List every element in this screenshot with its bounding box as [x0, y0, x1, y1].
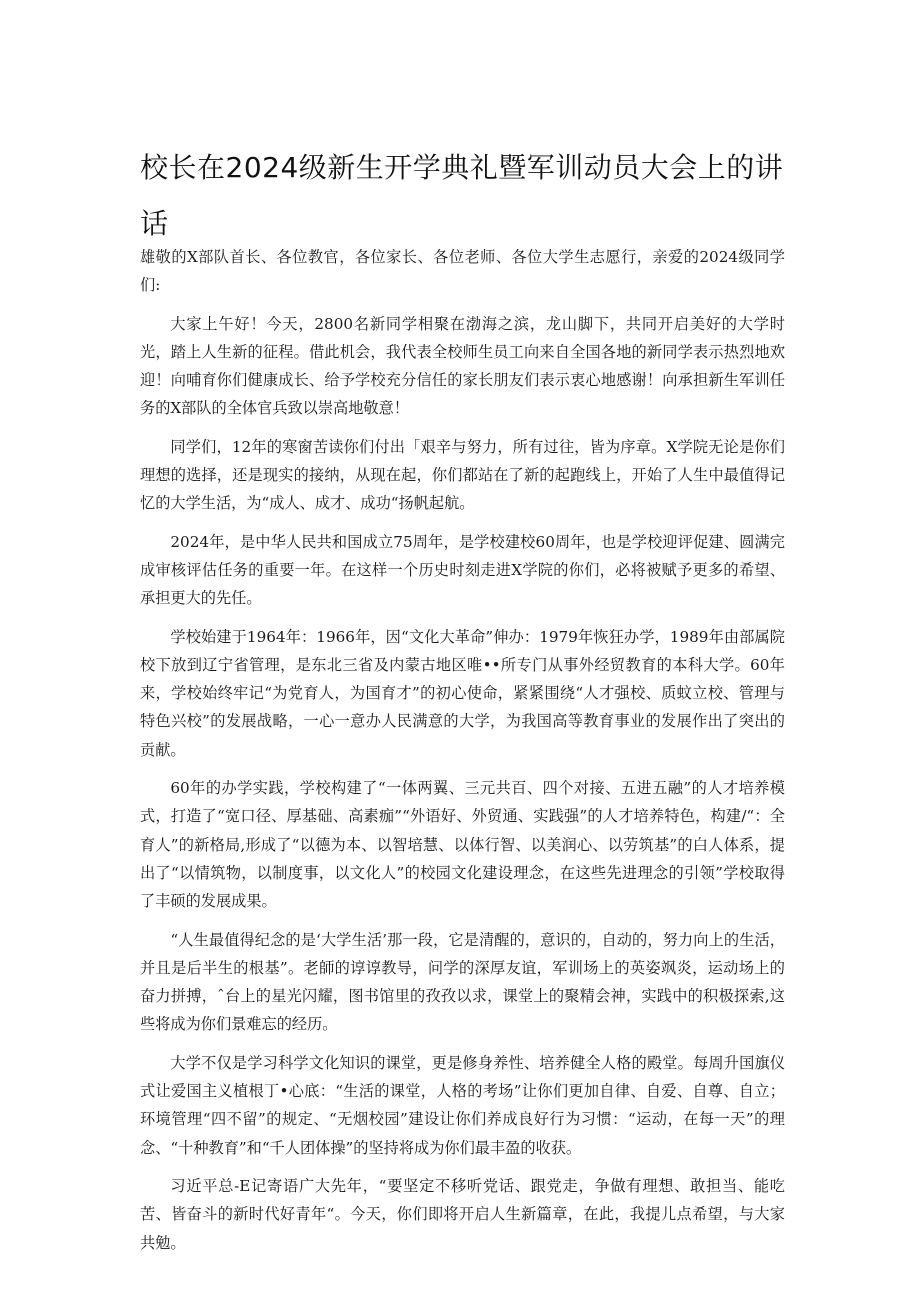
new-start-paragraph: 同学们，12年的寒窗苦读你们付出「艰辛与努力，所有过往，皆为序章。X学院无论是你们理想的选择，还是现实的接纳，从现在起，你们都站在了新的起跑线上，开始了人生中最值得记忆的大学生活，为“成人、成才、成功“扬帆起航。 — [140, 437, 785, 513]
greeting-paragraph: 大家上午好！今天，2800名新同学相聚在渤海之滨，龙山脚下，共同开启美好的大学时光，踏上人生新的征程。借此机会，我代表全校师生员工向来自全国各地的新同学表示热烈地欢迎！向哺育你们健康成长、给予学校充分信任的家长朋友们表示衷心地感谢！向承担新生军训任务的X部队的全体官兵致以崇高地敬意！ — [140, 314, 785, 418]
college-life-paragraph: “人生最值得纪念的是‘大学生活’那一段，它是清醒的，意识的，自动的，努力向上的生活，并且是后半生的根基”。老師的谆谆教导，问学的深厚友谊，军训场上的英姿飒炎，运动场上的奋力拼搏，ˆ台上的星光闪耀，图书馆里的孜孜以求，课堂上的聚精会神，实践中的积极探索,这些将成为你们景难忘的经历。 — [140, 930, 785, 1034]
anniversary-paragraph: 2024年，是中华人民共和国成立75周年，是学校建校60周年，也是学校迎评促建、圆满完成审核评估任务的重要一年。在这样一个历史时刻走进X学院的你们，必将被赋予更多的希望、承担更大的先任。 — [140, 532, 785, 608]
document-body — [140, 243, 785, 1267]
salutation-paragraph: 雄敬的X部队首长、各位教官，各位家长、各位老师、各位大学生志愿行，亲爱的2024级同学们: — [140, 248, 785, 295]
practice-paragraph: 60年的办学实践，学校构建了“一体两翼、三元共百、四个对接、五进五融”的人才培养模式，打造了“宽口径、厚基础、高素痂”“外语好、外贸通、实践强”的人才培养特色，构建/“：全育人”的新格局,形成了“以德为本、以智培慧、以体行智、以美润心、以劳筑基”的白人体系，提出了“以情筑物，以制度事，以文化人”的校园文化建设理念，在这些先进理念的引领”学校取得了丰硕的发展成果。 — [140, 779, 785, 911]
character-paragraph: 大学不仅是学习科学文化知识的课堂，更是修身养性、培养健全人格的殿堂。每周升国旗仪式让爱国主义植根丁•心底：“生活的课堂，人格的考场”让你们更加自律、自爱、自尊、自立；环境管理“四不留”的规定、“无烟校园”建设让你们养成良好行为习惯：“运动，在每一天”的理念、“十种教育”和“千人团体操”的坚持将成为你们最丰盈的收获。 — [140, 1053, 785, 1157]
history-paragraph: 学校始建于1964年：1966年，因“文化大革命”伸办：1979年恢狂办学，1989年由部属院校下放到辽宁省管理，是东北三省及内蒙古地区唯••所专门从事外经贸教育的本科大学。60年来，学校始终牢记“为党育人，为国育才”的初心使命，紧紧围绕“人才强校、质蚊立校、管理与特色兴校”的发展战略，一心一意办人民满意的大学，为我国高等教育事业的发展作出了突出的贡献。 — [140, 627, 785, 759]
document-title: 校长在2024级新生开学典礼暨军训动员大会上的讲话 — [140, 151, 784, 240]
hopes-paragraph: 习近平总-E记寄语广大先年，“要坚定不移听党话、跟党走，争做有理想、敢担当、能吃苦、皆奋斗的新时代好青年“。今天，你们即将开启人生新篇章，在此，我提儿点希望，与大家共勉。 — [140, 1176, 785, 1252]
